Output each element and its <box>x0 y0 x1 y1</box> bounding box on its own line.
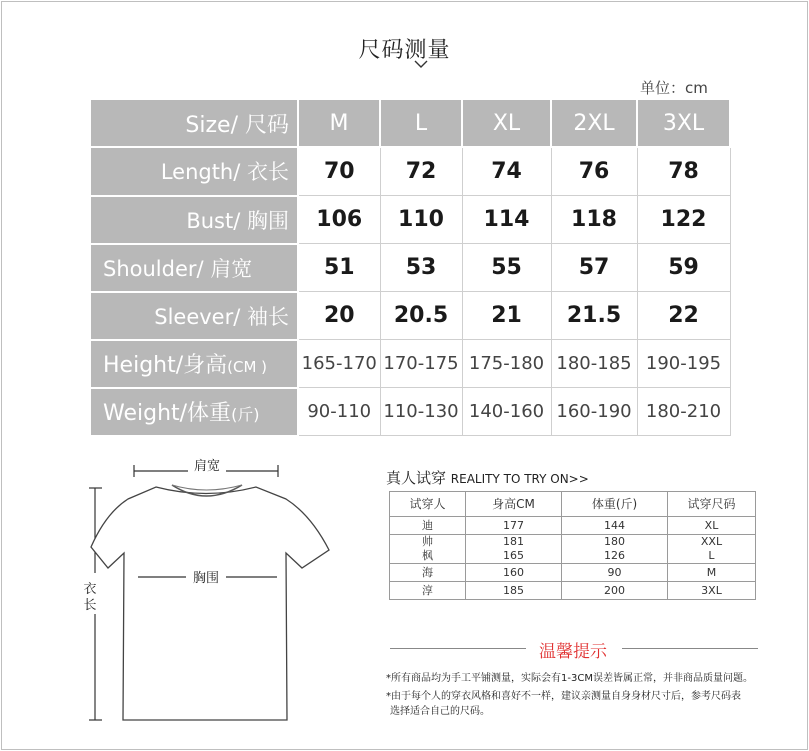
row-label <box>90 388 298 436</box>
col-header: 身高CM <box>466 492 562 517</box>
name: 帅 <box>422 535 433 548</box>
cell: 144 <box>562 517 668 535</box>
cell: 海 <box>390 564 466 582</box>
cell <box>668 535 756 564</box>
tips-note-3: 选择适合自己的尺码。 <box>390 706 490 717</box>
tips-title: 温馨提示 <box>539 642 607 662</box>
try-on-title-zh: 真人试穿 <box>386 469 447 487</box>
cell: 175-180 <box>462 340 551 388</box>
cell: XL <box>668 517 756 535</box>
cell: 3XL <box>668 582 756 600</box>
col-header: 试穿人 <box>390 492 466 517</box>
chevron-down-icon <box>414 58 428 72</box>
row-label-text: Height/身高 <box>103 353 228 378</box>
cell: 20.5 <box>380 292 462 340</box>
cell: 200 <box>562 582 668 600</box>
tips-divider-left <box>390 648 526 649</box>
row-label-unit: (斤) <box>231 405 260 424</box>
page-title: 尺码测量 <box>358 38 451 63</box>
try-on-row <box>390 564 756 582</box>
cell: 迪 <box>390 517 466 535</box>
cell: 21.5 <box>551 292 637 340</box>
name: 枫 <box>422 549 433 562</box>
row-label: Bust/ 胸围 <box>90 196 298 244</box>
tips-note-2: *由于每个人的穿衣风格和喜好不一样，建议亲测量自身身材尺寸后，参考尺码表 <box>386 691 741 702</box>
try-on-table <box>389 491 756 600</box>
cell: 57 <box>551 244 637 292</box>
value: 181 <box>503 535 524 548</box>
chest-label: 胸围 <box>192 571 220 586</box>
bust-row <box>90 196 730 244</box>
size-m: M <box>298 99 380 147</box>
sleeve-row <box>90 292 730 340</box>
cell: 淳 <box>390 582 466 600</box>
cell: 180-185 <box>551 340 637 388</box>
tips-note-1: *所有商品均为手工平铺测量，实际会有1-3CM误差皆属正常，并非商品质量问题。 <box>386 673 753 684</box>
try-on-title-en: REALITY TO TRY ON>> <box>450 472 589 486</box>
size-3xl: 3XL <box>637 99 730 147</box>
row-label <box>90 340 298 388</box>
cell: M <box>668 564 756 582</box>
value: 126 <box>604 549 625 562</box>
size-header-row <box>90 99 730 147</box>
cell: 110-130 <box>380 388 462 436</box>
size-chart-table <box>89 98 731 437</box>
try-on-row <box>390 517 756 535</box>
tshirt-diagram <box>86 455 356 725</box>
cell: 170-175 <box>380 340 462 388</box>
value: XXL <box>700 535 723 548</box>
cell <box>562 535 668 564</box>
row-label: Sleever/ 袖长 <box>90 292 298 340</box>
cell: 180-210 <box>637 388 730 436</box>
cell: 55 <box>462 244 551 292</box>
weight-row <box>90 388 730 436</box>
cell: 177 <box>466 517 562 535</box>
cell: 59 <box>637 244 730 292</box>
cell: 78 <box>637 147 730 196</box>
cell: 165-170 <box>298 340 380 388</box>
cell: 122 <box>637 196 730 244</box>
cell: 20 <box>298 292 380 340</box>
cell: 90 <box>562 564 668 582</box>
cell: 114 <box>462 196 551 244</box>
row-label-text: Weight/体重 <box>103 401 232 426</box>
length-row <box>90 147 730 196</box>
cell: 72 <box>380 147 462 196</box>
cell: 118 <box>551 196 637 244</box>
length-label: 衣长 <box>83 582 97 613</box>
row-label-unit: (CM ) <box>227 358 268 376</box>
cell: 140-160 <box>462 388 551 436</box>
tips-divider-right <box>622 648 758 649</box>
cell: 90-110 <box>298 388 380 436</box>
try-on-row <box>390 535 756 564</box>
value: 180 <box>604 535 625 548</box>
size-xl: XL <box>462 99 551 147</box>
shoulder-label: 肩宽 <box>193 459 221 474</box>
cell <box>390 535 466 564</box>
cell: 160-190 <box>551 388 637 436</box>
cell: 21 <box>462 292 551 340</box>
size-2xl: 2XL <box>551 99 637 147</box>
cell: 74 <box>462 147 551 196</box>
unit-label: 单位：cm <box>640 79 708 97</box>
value: 165 <box>503 549 524 562</box>
cell: 160 <box>466 564 562 582</box>
cell: 76 <box>551 147 637 196</box>
shoulder-row <box>90 244 730 292</box>
cell: 53 <box>380 244 462 292</box>
cell: 190-195 <box>637 340 730 388</box>
cell: 110 <box>380 196 462 244</box>
try-on-title <box>386 467 589 488</box>
cell: 70 <box>298 147 380 196</box>
cell: 185 <box>466 582 562 600</box>
cell <box>466 535 562 564</box>
size-header-label: Size/ 尺码 <box>90 99 298 147</box>
col-header: 体重(斤) <box>562 492 668 517</box>
try-on-row <box>390 582 756 600</box>
row-label: Shoulder/ 肩宽 <box>90 244 298 292</box>
value: L <box>708 549 715 562</box>
cell: 51 <box>298 244 380 292</box>
size-l: L <box>380 99 462 147</box>
try-on-header-row <box>390 492 756 517</box>
height-row <box>90 340 730 388</box>
cell: 22 <box>637 292 730 340</box>
col-header: 试穿尺码 <box>668 492 756 517</box>
row-label: Length/ 衣长 <box>90 147 298 196</box>
cell: 106 <box>298 196 380 244</box>
